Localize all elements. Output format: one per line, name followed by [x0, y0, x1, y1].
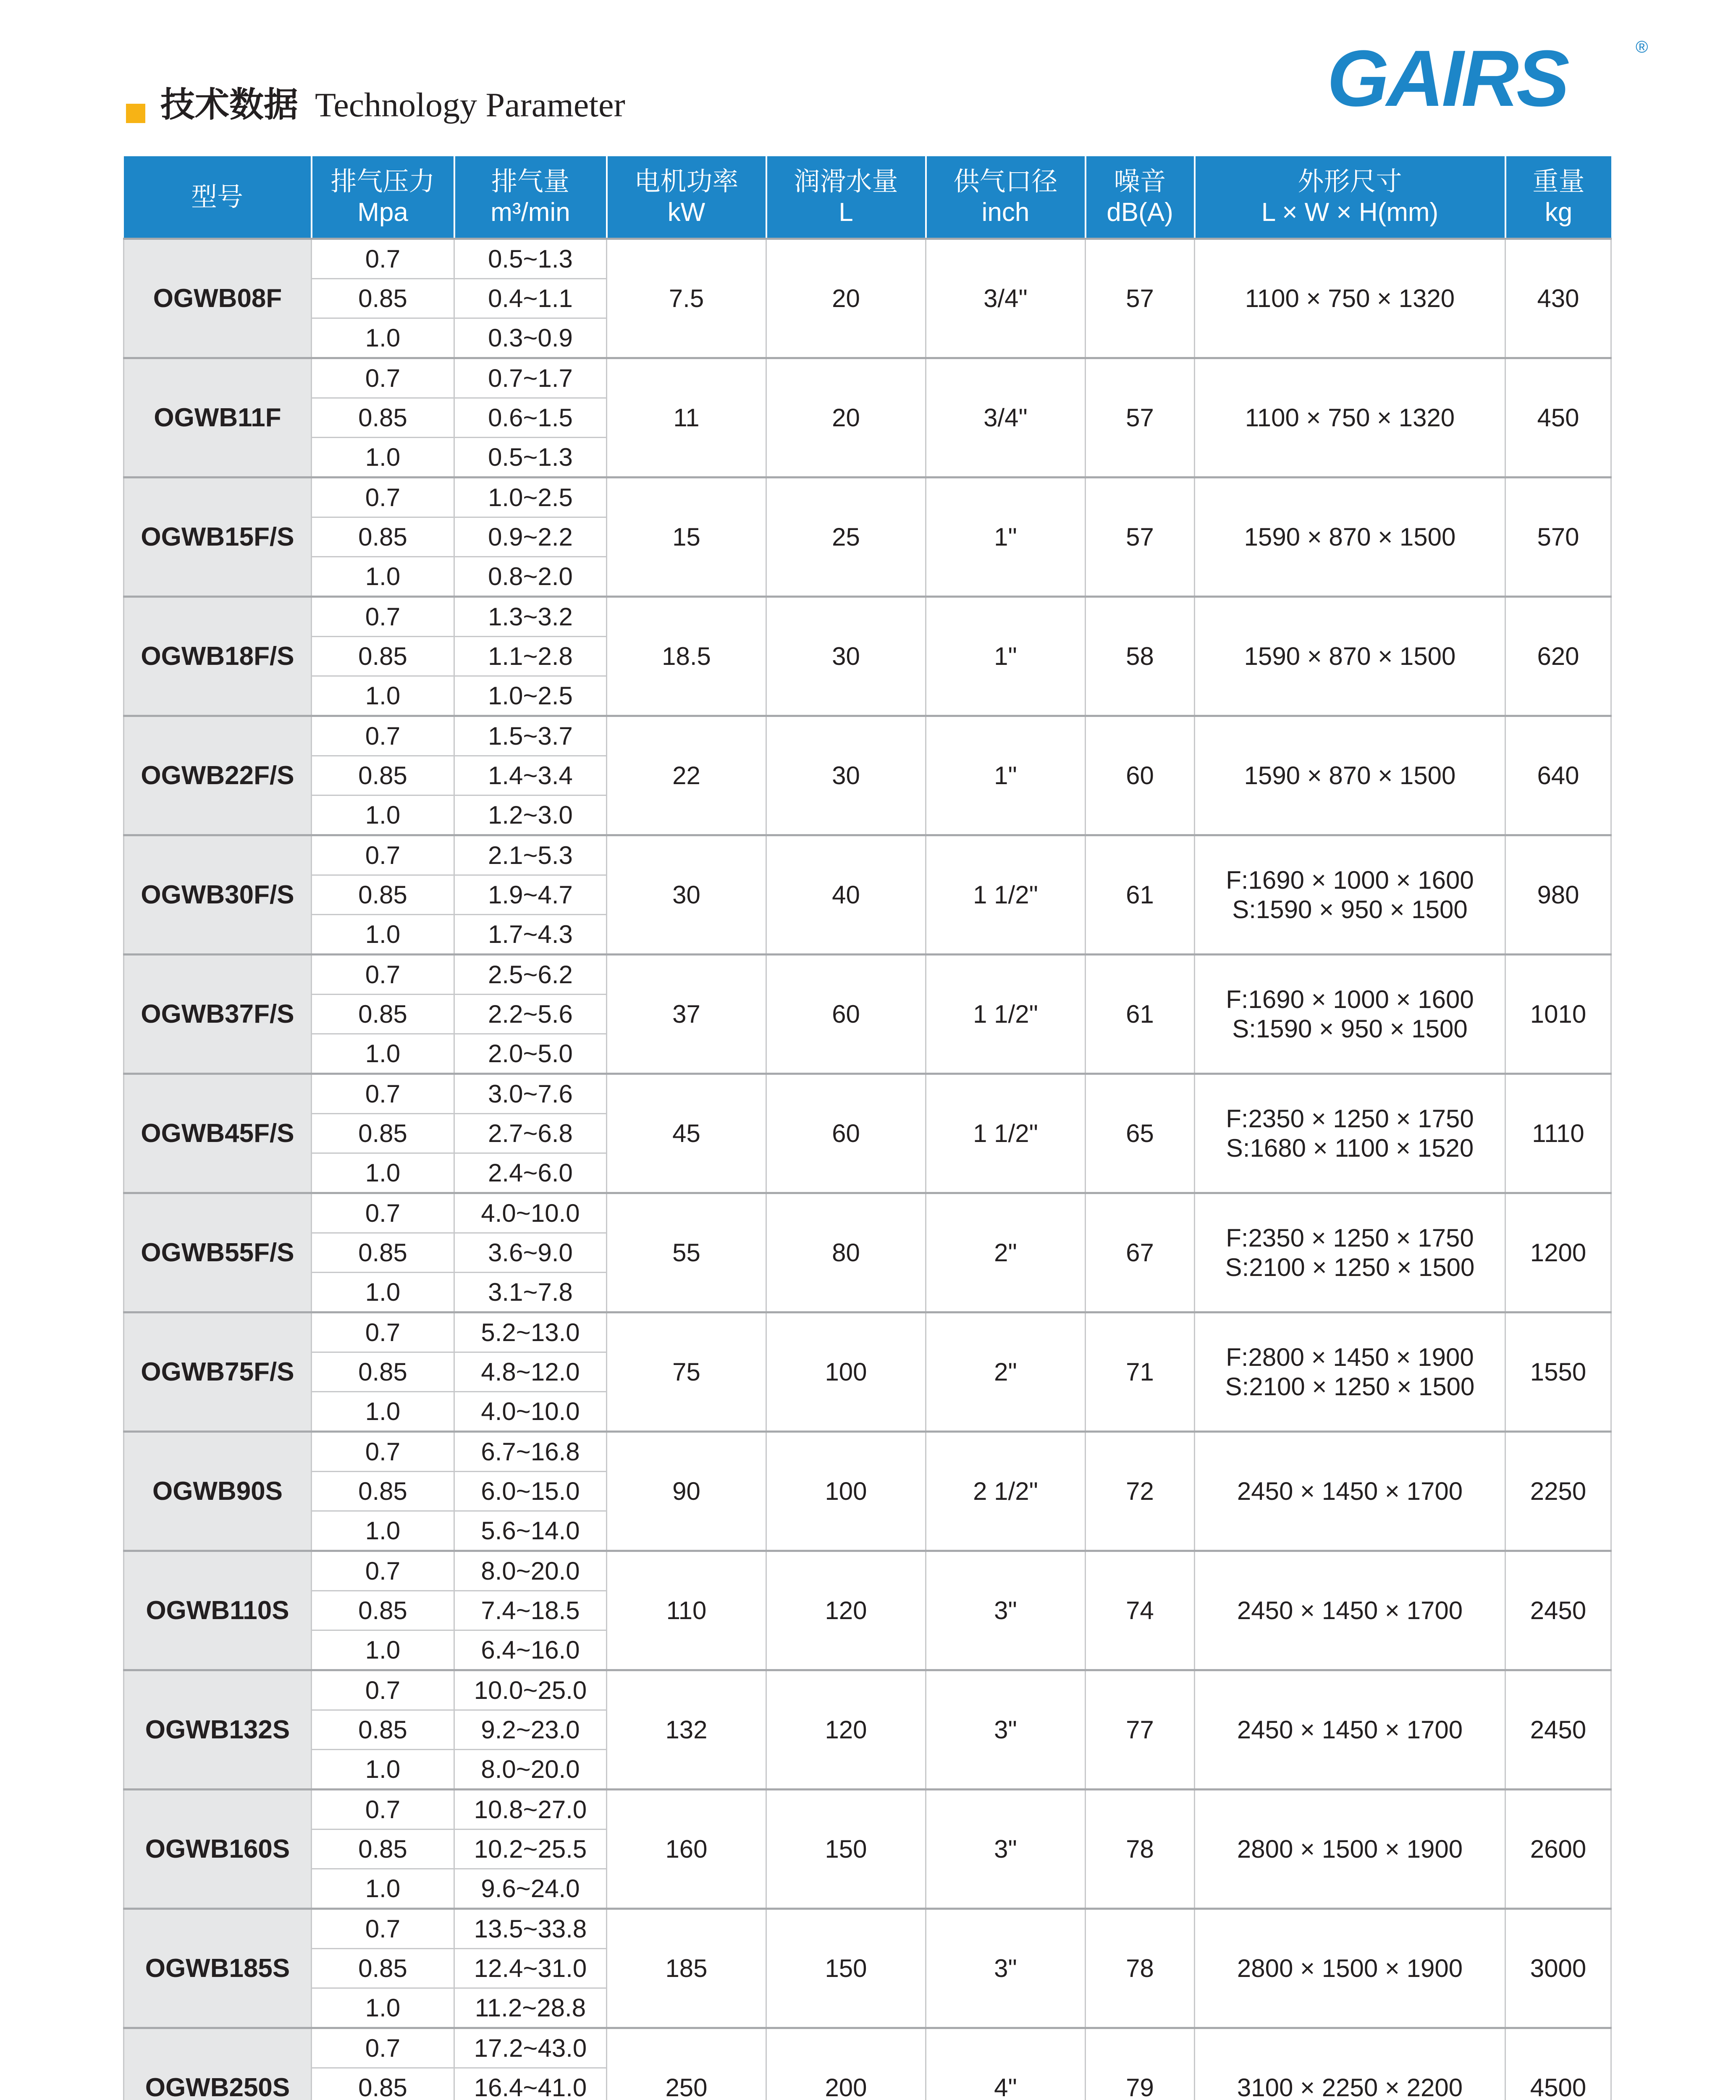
pressure-cell: 0.7 [312, 1670, 454, 1710]
column-header-cn: 排气量 [491, 166, 569, 197]
weight-cell: 2250 [1505, 1432, 1611, 1551]
column-header [454, 156, 607, 239]
flow-cell: 2.7~6.8 [454, 1114, 607, 1153]
pressure-cell: 0.7 [312, 1432, 454, 1472]
dimensions-cell [1195, 358, 1505, 478]
model-cell: OGWB15F/S [124, 478, 312, 597]
pressure-cell: 1.0 [312, 1988, 454, 2028]
inlet-cell: 3/4" [926, 358, 1086, 478]
dimension-line: 2450 × 1450 × 1700 [1237, 1477, 1463, 1505]
inlet-cell: 2" [926, 1193, 1086, 1312]
power-cell: 7.5 [607, 239, 766, 358]
inlet-cell: 3" [926, 1551, 1086, 1670]
dimensions-cell [1195, 1670, 1505, 1790]
flow-cell: 10.8~27.0 [454, 1790, 607, 1830]
pressure-cell: 0.7 [312, 1074, 454, 1114]
pressure-cell: 0.85 [312, 1472, 454, 1511]
column-header-cn: 噪音 [1114, 166, 1166, 197]
pressure-cell: 1.0 [312, 1750, 454, 1790]
noise-cell: 61 [1086, 955, 1195, 1074]
column-header-cn: 外形尺寸 [1298, 166, 1402, 197]
noise-cell: 65 [1086, 1074, 1195, 1193]
flow-cell: 4.0~10.0 [454, 1193, 607, 1233]
dimension-line: 2800 × 1500 × 1900 [1237, 1835, 1463, 1863]
dimensions-cell [1195, 955, 1505, 1074]
dimension-line: F:2350 × 1250 × 1750 [1226, 1223, 1474, 1252]
dimension-line: 1100 × 750 × 1320 [1245, 284, 1455, 312]
model-cell: OGWB160S [124, 1790, 312, 1909]
table-row [124, 1312, 1611, 1352]
page-title [160, 84, 625, 126]
model-cell: OGWB132S [124, 1670, 312, 1790]
brand-logo [1327, 34, 1648, 123]
flow-cell: 5.6~14.0 [454, 1511, 607, 1551]
water-cell: 120 [766, 1551, 926, 1670]
column-header-en: L [839, 198, 853, 227]
flow-cell: 2.0~5.0 [454, 1034, 607, 1074]
inlet-cell: 4" [926, 2028, 1086, 2100]
flow-cell: 1.7~4.3 [454, 915, 607, 955]
column-header [1195, 156, 1505, 239]
pressure-cell: 0.85 [312, 1352, 454, 1392]
model-cell: OGWB55F/S [124, 1193, 312, 1312]
pressure-cell: 0.7 [312, 2028, 454, 2068]
weight-cell: 980 [1505, 835, 1611, 955]
weight-cell: 450 [1505, 358, 1611, 478]
flow-cell: 0.6~1.5 [454, 398, 607, 438]
flow-cell: 1.3~3.2 [454, 597, 607, 637]
spec-table-header [124, 156, 1611, 239]
noise-cell: 61 [1086, 835, 1195, 955]
pressure-cell: 0.85 [312, 1114, 454, 1153]
inlet-cell: 1" [926, 478, 1086, 597]
power-cell: 75 [607, 1312, 766, 1432]
inlet-cell: 3" [926, 1790, 1086, 1909]
flow-cell: 11.2~28.8 [454, 1988, 607, 2028]
flow-cell: 1.4~3.4 [454, 756, 607, 795]
power-cell: 110 [607, 1551, 766, 1670]
pressure-cell: 1.0 [312, 795, 454, 835]
power-cell: 90 [607, 1432, 766, 1551]
dimensions-cell [1195, 1909, 1505, 2028]
water-cell: 60 [766, 1074, 926, 1193]
water-cell: 40 [766, 835, 926, 955]
water-cell: 25 [766, 478, 926, 597]
water-cell: 30 [766, 716, 926, 835]
flow-cell: 12.4~31.0 [454, 1949, 607, 1988]
column-header-cn: 排气压力 [330, 166, 435, 197]
weight-cell: 430 [1505, 239, 1611, 358]
model-cell: OGWB110S [124, 1551, 312, 1670]
water-cell: 20 [766, 358, 926, 478]
dimension-line: F:1690 × 1000 × 1600 [1226, 866, 1474, 894]
dimensions-cell [1195, 716, 1505, 835]
column-header-en: L × W × H(mm) [1261, 198, 1439, 227]
power-cell: 22 [607, 716, 766, 835]
column-header [1086, 156, 1195, 239]
flow-cell: 3.0~7.6 [454, 1074, 607, 1114]
model-cell: OGWB45F/S [124, 1074, 312, 1193]
inlet-cell: 2" [926, 1312, 1086, 1432]
model-cell: OGWB30F/S [124, 835, 312, 955]
weight-cell: 1010 [1505, 955, 1611, 1074]
weight-cell: 1110 [1505, 1074, 1611, 1193]
water-cell: 120 [766, 1670, 926, 1790]
table-row [124, 955, 1611, 995]
dimension-line: 1590 × 870 × 1500 [1244, 642, 1456, 670]
inlet-cell: 1 1/2" [926, 1074, 1086, 1193]
dimensions-cell [1195, 1551, 1505, 1670]
flow-cell: 0.3~0.9 [454, 318, 607, 358]
flow-cell: 0.5~1.3 [454, 438, 607, 478]
pressure-cell: 0.7 [312, 1193, 454, 1233]
noise-cell: 78 [1086, 1790, 1195, 1909]
model-cell: OGWB18F/S [124, 597, 312, 716]
flow-cell: 2.2~5.6 [454, 995, 607, 1034]
flow-cell: 0.7~1.7 [454, 358, 607, 398]
model-cell: OGWB08F [124, 239, 312, 358]
pressure-cell: 0.7 [312, 716, 454, 756]
table-row [124, 597, 1611, 637]
column-header-cn: 型号 [191, 181, 243, 212]
dimension-line: S:1680 × 1100 × 1520 [1226, 1134, 1474, 1162]
pressure-cell: 0.7 [312, 1790, 454, 1830]
page-header [0, 0, 1736, 155]
water-cell: 150 [766, 1790, 926, 1909]
inlet-cell: 1 1/2" [926, 955, 1086, 1074]
power-cell: 45 [607, 1074, 766, 1193]
dimension-line: 1100 × 750 × 1320 [1245, 403, 1455, 432]
pressure-cell: 0.85 [312, 1591, 454, 1630]
spec-table [123, 156, 1612, 2100]
water-cell: 80 [766, 1193, 926, 1312]
flow-cell: 13.5~33.8 [454, 1909, 607, 1949]
dimension-line: 2450 × 1450 × 1700 [1237, 1596, 1463, 1625]
flow-cell: 5.2~13.0 [454, 1312, 607, 1352]
column-header [926, 156, 1086, 239]
pressure-cell: 1.0 [312, 1273, 454, 1312]
dimension-line: F:1690 × 1000 × 1600 [1226, 985, 1474, 1013]
pressure-cell: 0.85 [312, 875, 454, 915]
pressure-cell: 1.0 [312, 1153, 454, 1193]
dimension-line: 1590 × 870 × 1500 [1244, 761, 1456, 790]
power-cell: 185 [607, 1909, 766, 2028]
noise-cell: 79 [1086, 2028, 1195, 2100]
table-row [124, 835, 1611, 875]
dimensions-cell [1195, 239, 1505, 358]
flow-cell: 8.0~20.0 [454, 1750, 607, 1790]
column-header-en: dB(A) [1107, 198, 1173, 227]
noise-cell: 60 [1086, 716, 1195, 835]
dimension-line: S:1590 × 950 × 1500 [1232, 1014, 1468, 1043]
spec-table-body [124, 239, 1611, 2100]
model-cell: OGWB250S [124, 2028, 312, 2100]
pressure-cell: 1.0 [312, 915, 454, 955]
flow-cell: 3.1~7.8 [454, 1273, 607, 1312]
water-cell: 200 [766, 2028, 926, 2100]
dimensions-cell [1195, 1074, 1505, 1193]
water-cell: 150 [766, 1909, 926, 2028]
model-cell: OGWB75F/S [124, 1312, 312, 1432]
pressure-cell: 0.85 [312, 756, 454, 795]
brand-logo-text: GAIRS [1327, 34, 1567, 123]
flow-cell: 17.2~43.0 [454, 2028, 607, 2068]
inlet-cell: 3/4" [926, 239, 1086, 358]
weight-cell: 2450 [1505, 1670, 1611, 1790]
flow-cell: 2.5~6.2 [454, 955, 607, 995]
pressure-cell: 1.0 [312, 438, 454, 478]
inlet-cell: 3" [926, 1670, 1086, 1790]
flow-cell: 6.4~16.0 [454, 1630, 607, 1670]
inlet-cell: 1" [926, 716, 1086, 835]
flow-cell: 1.0~2.5 [454, 478, 607, 517]
table-row [124, 1432, 1611, 1472]
table-row [124, 1193, 1611, 1233]
title-marker-square [126, 104, 145, 123]
weight-cell: 2450 [1505, 1551, 1611, 1670]
pressure-cell: 0.7 [312, 239, 454, 279]
dimension-line: 3100 × 2250 × 2200 [1237, 2074, 1463, 2100]
weight-cell: 3000 [1505, 1909, 1611, 2028]
pressure-cell: 0.7 [312, 835, 454, 875]
inlet-cell: 3" [926, 1909, 1086, 2028]
weight-cell: 2600 [1505, 1790, 1611, 1909]
pressure-cell: 0.85 [312, 398, 454, 438]
pressure-cell: 1.0 [312, 557, 454, 597]
column-header [124, 156, 312, 239]
dimensions-cell [1195, 597, 1505, 716]
noise-cell: 74 [1086, 1551, 1195, 1670]
power-cell: 250 [607, 2028, 766, 2100]
pressure-cell: 0.85 [312, 1830, 454, 1869]
header-row [124, 156, 1611, 239]
flow-cell: 2.1~5.3 [454, 835, 607, 875]
inlet-cell: 1" [926, 597, 1086, 716]
flow-cell: 9.6~24.0 [454, 1869, 607, 1909]
pressure-cell: 0.7 [312, 358, 454, 398]
weight-cell: 1550 [1505, 1312, 1611, 1432]
column-header-en: kW [667, 198, 705, 227]
flow-cell: 8.0~20.0 [454, 1551, 607, 1591]
column-header-cn: 润滑水量 [794, 166, 898, 197]
dimension-line: 2450 × 1450 × 1700 [1237, 1715, 1463, 1744]
pressure-cell: 0.85 [312, 995, 454, 1034]
dimension-line: S:1590 × 950 × 1500 [1232, 895, 1468, 924]
column-header-cn: 重量 [1532, 166, 1585, 197]
water-cell: 100 [766, 1312, 926, 1432]
water-cell: 20 [766, 239, 926, 358]
table-row [124, 2028, 1611, 2068]
inlet-cell: 2 1/2" [926, 1432, 1086, 1551]
model-cell: OGWB185S [124, 1909, 312, 2028]
pressure-cell: 0.85 [312, 1949, 454, 1988]
pressure-cell: 0.7 [312, 1909, 454, 1949]
power-cell: 11 [607, 358, 766, 478]
noise-cell: 57 [1086, 358, 1195, 478]
inlet-cell: 1 1/2" [926, 835, 1086, 955]
pressure-cell: 1.0 [312, 1511, 454, 1551]
weight-cell: 620 [1505, 597, 1611, 716]
model-cell: OGWB11F [124, 358, 312, 478]
power-cell: 55 [607, 1193, 766, 1312]
water-cell: 60 [766, 955, 926, 1074]
flow-cell: 0.4~1.1 [454, 279, 607, 318]
column-header-en: m³/min [490, 198, 570, 227]
water-cell: 100 [766, 1432, 926, 1551]
pressure-cell: 1.0 [312, 1630, 454, 1670]
weight-cell: 570 [1505, 478, 1611, 597]
table-row [124, 1790, 1611, 1830]
noise-cell: 77 [1086, 1670, 1195, 1790]
pressure-cell: 0.7 [312, 478, 454, 517]
dimension-line: S:2100 × 1250 × 1500 [1225, 1372, 1475, 1401]
dimension-line: F:2800 × 1450 × 1900 [1226, 1343, 1474, 1371]
flow-cell: 16.4~41.0 [454, 2068, 607, 2100]
flow-cell: 2.4~6.0 [454, 1153, 607, 1193]
flow-cell: 1.9~4.7 [454, 875, 607, 915]
pressure-cell: 1.0 [312, 1392, 454, 1432]
weight-cell: 4500 [1505, 2028, 1611, 2100]
dimensions-cell [1195, 2028, 1505, 2100]
flow-cell: 10.2~25.5 [454, 1830, 607, 1869]
flow-cell: 3.6~9.0 [454, 1233, 607, 1273]
table-row [124, 239, 1611, 279]
column-header-cn: 电机功率 [634, 166, 739, 197]
page-title-cn: 技术数据 [160, 85, 299, 125]
model-cell: OGWB90S [124, 1432, 312, 1551]
power-cell: 37 [607, 955, 766, 1074]
table-row [124, 358, 1611, 398]
flow-cell: 10.0~25.0 [454, 1670, 607, 1710]
registered-mark: ® [1636, 38, 1648, 56]
table-row [124, 1551, 1611, 1591]
column-header [1505, 156, 1611, 239]
flow-cell: 6.7~16.8 [454, 1432, 607, 1472]
pressure-cell: 0.7 [312, 955, 454, 995]
dimensions-cell [1195, 835, 1505, 955]
noise-cell: 78 [1086, 1909, 1195, 2028]
flow-cell: 1.5~3.7 [454, 716, 607, 756]
noise-cell: 57 [1086, 239, 1195, 358]
dimensions-cell [1195, 1193, 1505, 1312]
pressure-cell: 1.0 [312, 676, 454, 716]
flow-cell: 6.0~15.0 [454, 1472, 607, 1511]
flow-cell: 9.2~23.0 [454, 1710, 607, 1750]
column-header-en: Mpa [357, 198, 408, 227]
weight-cell: 640 [1505, 716, 1611, 835]
flow-cell: 0.5~1.3 [454, 239, 607, 279]
flow-cell: 0.8~2.0 [454, 557, 607, 597]
dimensions-cell [1195, 1312, 1505, 1432]
column-header [766, 156, 926, 239]
power-cell: 30 [607, 835, 766, 955]
table-row [124, 1670, 1611, 1710]
dimensions-cell [1195, 478, 1505, 597]
noise-cell: 71 [1086, 1312, 1195, 1432]
pressure-cell: 0.85 [312, 2068, 454, 2100]
weight-cell: 1200 [1505, 1193, 1611, 1312]
power-cell: 160 [607, 1790, 766, 1909]
flow-cell: 1.1~2.8 [454, 637, 607, 676]
noise-cell: 72 [1086, 1432, 1195, 1551]
pressure-cell: 0.85 [312, 1710, 454, 1750]
column-header-en: inch [981, 198, 1030, 227]
table-row [124, 1909, 1611, 1949]
dimension-line: S:2100 × 1250 × 1500 [1225, 1253, 1475, 1281]
noise-cell: 57 [1086, 478, 1195, 597]
pressure-cell: 1.0 [312, 1034, 454, 1074]
flow-cell: 7.4~18.5 [454, 1591, 607, 1630]
flow-cell: 1.0~2.5 [454, 676, 607, 716]
pressure-cell: 0.85 [312, 637, 454, 676]
flow-cell: 0.9~2.2 [454, 517, 607, 557]
flow-cell: 4.8~12.0 [454, 1352, 607, 1392]
column-header [312, 156, 454, 239]
power-cell: 15 [607, 478, 766, 597]
pressure-cell: 0.7 [312, 1312, 454, 1352]
flow-cell: 4.0~10.0 [454, 1392, 607, 1432]
noise-cell: 67 [1086, 1193, 1195, 1312]
dimension-line: F:2350 × 1250 × 1750 [1226, 1104, 1474, 1133]
pressure-cell: 1.0 [312, 318, 454, 358]
page-title-en: Technology Parameter [315, 86, 625, 124]
column-header-en: kg [1545, 198, 1573, 227]
table-row [124, 1074, 1611, 1114]
power-cell: 18.5 [607, 597, 766, 716]
dimension-line: 2800 × 1500 × 1900 [1237, 1954, 1463, 1982]
dimensions-cell [1195, 1790, 1505, 1909]
model-cell: OGWB22F/S [124, 716, 312, 835]
column-header [607, 156, 766, 239]
model-cell: OGWB37F/S [124, 955, 312, 1074]
power-cell: 132 [607, 1670, 766, 1790]
dimension-line: 1590 × 870 × 1500 [1244, 522, 1456, 551]
dimensions-cell [1195, 1432, 1505, 1551]
pressure-cell: 0.85 [312, 1233, 454, 1273]
table-row [124, 478, 1611, 517]
pressure-cell: 0.85 [312, 517, 454, 557]
column-header-cn: 供气口径 [953, 166, 1058, 197]
pressure-cell: 0.85 [312, 279, 454, 318]
pressure-cell: 1.0 [312, 1869, 454, 1909]
table-row [124, 716, 1611, 756]
pressure-cell: 0.7 [312, 1551, 454, 1591]
water-cell: 30 [766, 597, 926, 716]
pressure-cell: 0.7 [312, 597, 454, 637]
noise-cell: 58 [1086, 597, 1195, 716]
flow-cell: 1.2~3.0 [454, 795, 607, 835]
